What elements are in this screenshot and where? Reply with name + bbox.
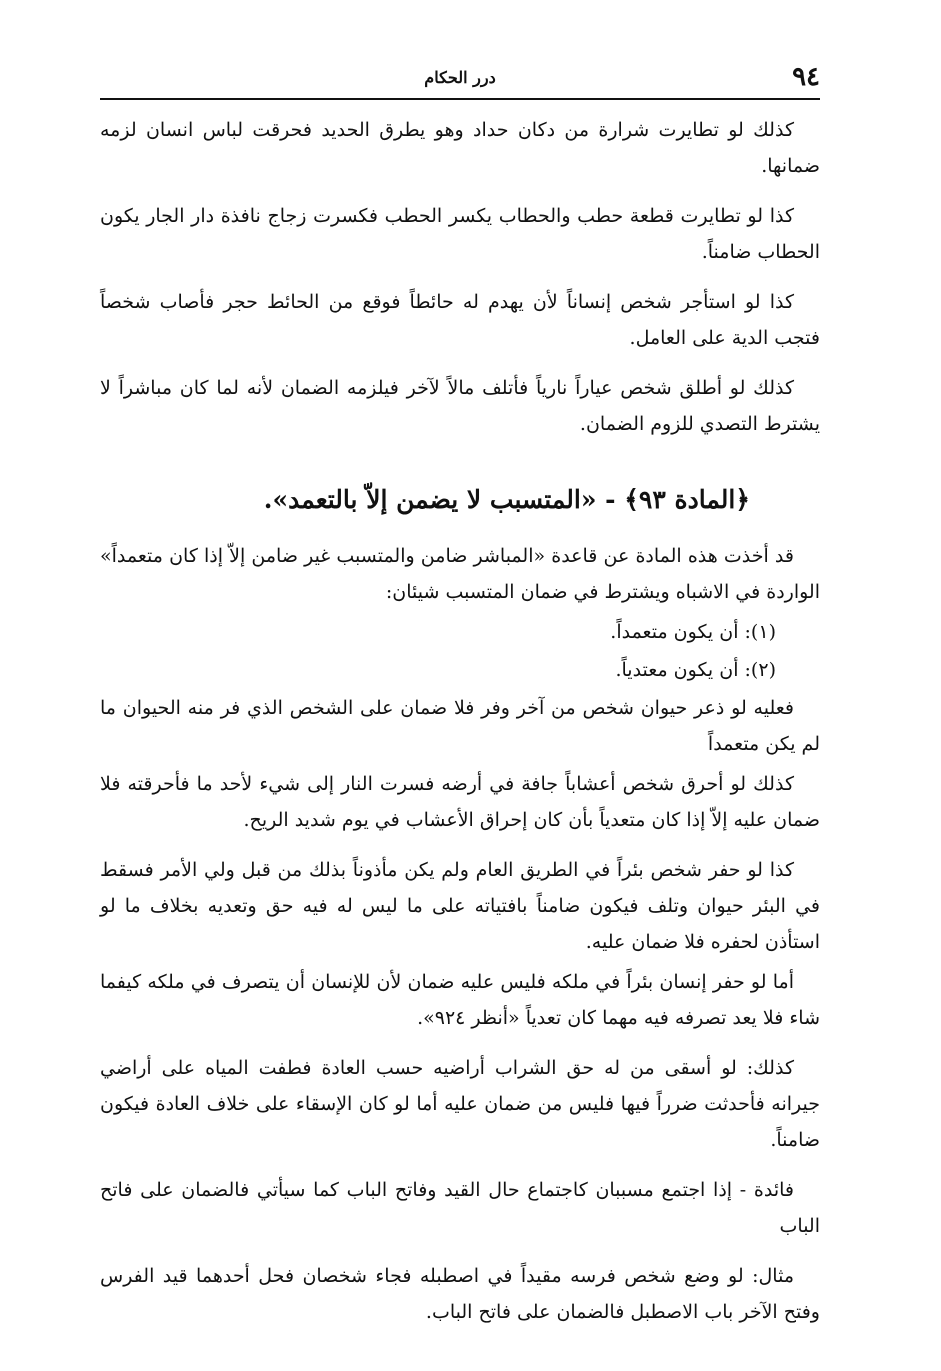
page-header xyxy=(100,58,820,100)
running-title: درر الحكام xyxy=(424,68,496,87)
condition-item: (١): أن يكون متعمداً. xyxy=(610,621,776,643)
paragraph: كذا لو تطايرت قطعة حطب والحطاب يكسر الحطب فكسرت زجاج نافذة دار الجار يكون الحطاب ضامناً. xyxy=(100,205,820,263)
paragraph: كذا لو حفر شخص بئراً في الطريق العام ولم يكن مأذوناً بذلك من قبل ولي الأمر فسقط في البئر حيوان وتلف فيكون ضامناً بافتياته على ما ليس له فيه حق وتعديه بخلاف ما لو استأذن لحفره فلا ضمان عليه. xyxy=(100,859,820,953)
condition-item: (٢): أن يكون معتدياً. xyxy=(615,659,776,681)
paragraph: كذلك لو أحرق شخص أعشاباً جافة في أرضه فسرت النار إلى شيء لأحد ما فأحرقته فلا ضمان عليه إلاّ إذا كان متعدياً بأن كان إحراق الأعشاب في يوم شديد الريح. xyxy=(100,773,820,831)
paragraph: كذلك: لو أسقى من له حق الشراب أراضيه حسب العادة فطفت المياه على أراضي جيرانه فأحدثت ضرراً فيها فليس من ضمان عليه أما لو كان الإسقاء على خلاف العادة فيكون ضامناً. xyxy=(100,1057,820,1151)
page-body xyxy=(100,112,820,1344)
paragraph: مثال: لو وضع شخص فرسه مقيداً في اصطبله فجاء شخصان فحل أحدهما قيد الفرس وفتح الآخر باب الاصطبل فالضمان على فاتح الباب. xyxy=(100,1265,820,1323)
article-heading: ﴿المادة ٩٣﴾ - «المتسبب لا يضمن إلاّ بالتعمد». xyxy=(263,485,750,514)
page-number: ٩٤ xyxy=(792,62,820,92)
paragraph: فائدة - إذا اجتمع مسببان كاجتماع حال القيد وفاتح الباب كما سيأتي فالضمان على فاتح الباب xyxy=(100,1179,820,1237)
paragraph: كذلك لو تطايرت شرارة من دكان حداد وهو يطرق الحديد فحرقت لباس انسان لزمه ضمانها. xyxy=(100,119,820,177)
paragraph: كذا لو استأجر شخص إنساناً لأن يهدم له حائطاً فوقع من الحائط حجر فأصاب شخصاً فتجب الدية على العامل. xyxy=(100,291,820,349)
intro-paragraph: قد أخذت هذه المادة عن قاعدة «المباشر ضامن والمتسبب غير ضامن إلاّ إذا كان متعمداً» الواردة في الاشباه ويشترط في ضمان المتسبب شيئان: xyxy=(100,545,820,603)
paragraph: أما لو حفر إنسان بئراً في ملكه فليس عليه ضمان لأن للإنسان أن يتصرف في ملكه كيفما شاء فلا يعد تصرفه فيه مهما كان تعدياً «أنظر ٩٢٤». xyxy=(100,971,820,1029)
paragraph: فعليه لو ذعر حيوان شخص من آخر وفر فلا ضمان على الشخص الذي فر منه الحيوان ما لم يكن متعمداً xyxy=(100,697,820,755)
paragraph: كذلك لو أطلق شخص عياراً نارياً فأتلف مالاً لآخر فيلزمه الضمان لأنه لما كان مباشراً لا يشترط التصدي للزوم الضمان. xyxy=(100,377,820,435)
